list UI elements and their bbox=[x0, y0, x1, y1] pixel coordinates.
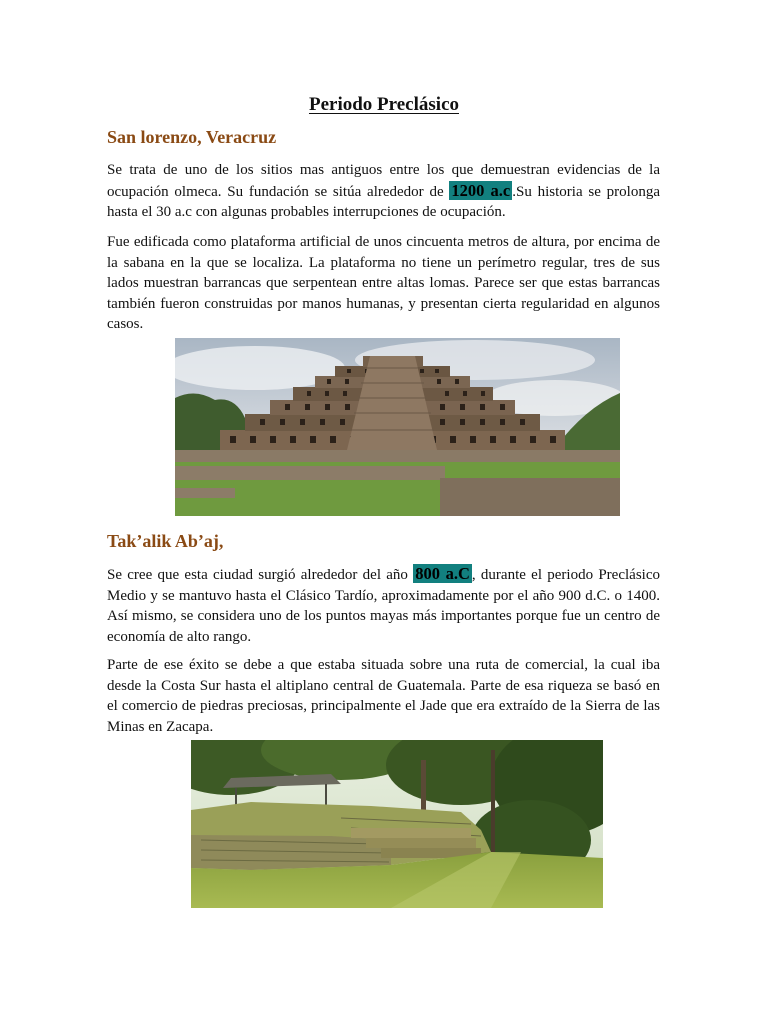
page-title: Periodo Preclásico bbox=[308, 94, 459, 115]
text-run: , durante el periodo Preclásico Medio y se mantuvo hasta el Clásico Tardío, aproximadamente por el año 900 d.C. o 1400. Así mismo, se considera uno de los puntos mayas más importantes porque fue un centro de economía de alto rango. bbox=[107, 567, 660, 645]
text-run: Se cree que esta ciudad surgió alrededor del año bbox=[107, 567, 414, 583]
section-heading-takalik-abaj: Tak’alik Ab’aj, bbox=[107, 531, 224, 551]
ruins-photo bbox=[191, 740, 603, 908]
section-heading-san-lorenzo: San lorenzo, Veracruz bbox=[107, 127, 277, 147]
highlighted-date: 1200 a.c bbox=[451, 180, 511, 200]
paragraph-san-lorenzo-2: Fue edificada como plataforma artificial de unos cincuenta metros de altura, por encima de la sabana en la que se localiza. La plataforma no tiene un perímetro regular, tres de sus lados muestran barrancas que serpentean entre altas lomas. Parece ser que estas barrancas también fueron construidas por manos humanas, y presentan cierta regularidad en algunos casos. bbox=[107, 234, 660, 332]
pyramid-photo bbox=[175, 338, 620, 516]
paragraph-takalik-abaj-1 bbox=[107, 564, 660, 647]
highlighted-date: 800 a.C bbox=[415, 564, 470, 583]
text-run: Se trata de uno de los sitios mas antiguos entre los que demuestran evidencias de la ocupación olmeca. Su fundación se sitúa alrededor de bbox=[107, 162, 660, 200]
paragraph-takalik-abaj-2: Parte de ese éxito se debe a que estaba situada sobre una ruta de comercial, la cual iba desde la Costa Sur hasta el altiplano central de Guatemala. Parte de esa riqueza se basó en el comercio de piedras preciosas, principalmente el Jade que era extraído de la Sierra de las Minas en Zacapa. bbox=[107, 657, 660, 735]
text-run: .Su historia se prolonga hasta el 30 a.c con algunas probables interrupciones de ocupación. bbox=[107, 183, 660, 220]
paragraph-san-lorenzo-1 bbox=[107, 160, 660, 223]
